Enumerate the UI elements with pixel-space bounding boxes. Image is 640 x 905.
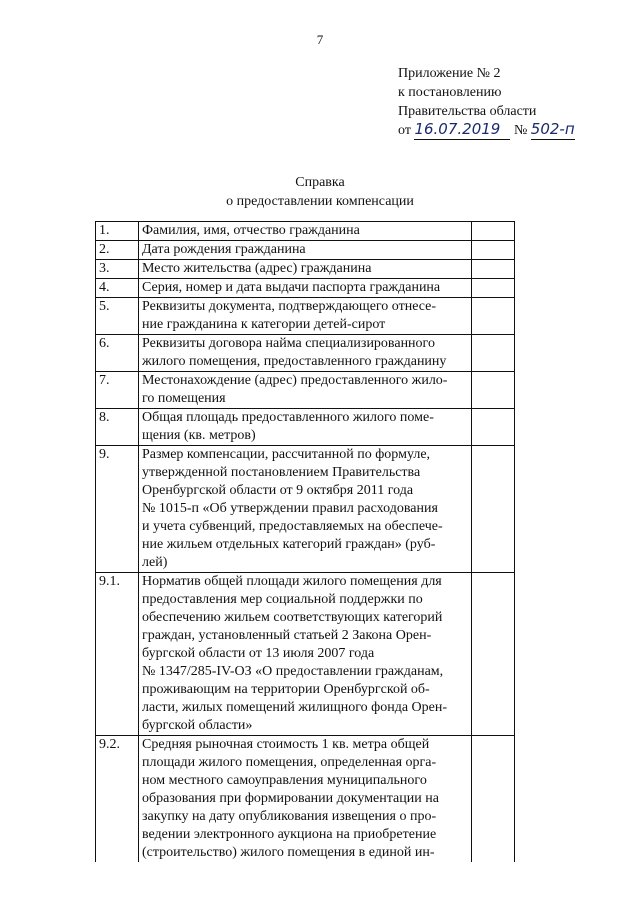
table-row	[96, 372, 515, 409]
appendix-title: Приложение № 2	[398, 66, 501, 81]
row-number: 9.	[96, 446, 139, 573]
date-field	[414, 121, 510, 140]
row-label: Норматив общей площади жилого помещения для предоставления мер социальной поддержки по обеспечению жильем соответствующих категорий граждан, установленный статьей 2 Закона Орен- бургской области от 13 июля 2007 года № 1347/285-IV-ОЗ «О предоставлении гражданам, проживающим на территории Оренбургской об- ласти, жилых помещений жилищного фонда Орен- бургской области»	[139, 573, 472, 736]
row-number: 2.	[96, 241, 139, 260]
handwritten-number: 502-п	[530, 120, 575, 138]
appendix-line-resolution: к постановлению	[398, 85, 502, 100]
row-value-cell	[472, 446, 515, 573]
table-row	[96, 298, 515, 335]
page-number: 7	[316, 32, 324, 47]
number-prefix: №	[513, 123, 531, 138]
row-value-cell	[472, 736, 515, 863]
row-label: Общая площадь предоставленного жилого поме- щения (кв. метров)	[139, 409, 472, 446]
table-row	[96, 736, 515, 863]
table-row	[96, 222, 515, 241]
row-label: Размер компенсации, рассчитанной по формуле, утвержденной постановлением Правительства Оренбургской области от 9 октября 2011 года № 1015-п «Об утверждении правил расходования и учета субвенций, предоставляемых на обеспече- ние жильем отдельных категорий граждан» (руб- лей)	[139, 446, 472, 573]
row-label: Дата рождения гражданина	[139, 241, 472, 260]
row-number: 1.	[96, 222, 139, 241]
appendix-date-line	[398, 121, 575, 140]
row-label: Серия, номер и дата выдачи паспорта гражданина	[139, 279, 472, 298]
row-label: Средняя рыночная стоимость 1 кв. метра общей площади жилого помещения, определенная орга- ном местного самоуправления муниципального образования при формировании документации на закупку на дату опубликования извещения о про- ведении электронного аукциона на приобретение (строительство) жилого помещения в единой ин-	[139, 736, 472, 863]
row-label: Место жительства (адрес) гражданина	[139, 260, 472, 279]
table-row	[96, 409, 515, 446]
row-value-cell	[472, 241, 515, 260]
table-row	[96, 446, 515, 573]
table-row	[96, 241, 515, 260]
document-title	[0, 173, 640, 211]
table-row	[96, 279, 515, 298]
row-value-cell	[472, 298, 515, 335]
row-value-cell	[472, 409, 515, 446]
table-row	[96, 335, 515, 372]
row-number: 6.	[96, 335, 139, 372]
table-row	[96, 260, 515, 279]
row-value-cell	[472, 260, 515, 279]
row-value-cell	[472, 372, 515, 409]
row-label: Местонахождение (адрес) предоставленного жило- го помещения	[139, 372, 472, 409]
row-number: 3.	[96, 260, 139, 279]
number-field	[531, 121, 575, 140]
row-number: 5.	[96, 298, 139, 335]
table-row	[96, 573, 515, 736]
appendix-line-government: Правительства области	[398, 104, 537, 119]
date-prefix: от	[398, 123, 415, 138]
title-line-2: о предоставлении компенсации	[226, 194, 414, 209]
row-number: 9.2.	[96, 736, 139, 863]
certificate-table	[95, 221, 515, 862]
row-label: Реквизиты договора найма специализированного жилого помещения, предоставленного гражданину	[139, 335, 472, 372]
row-value-cell	[472, 335, 515, 372]
row-value-cell	[472, 222, 515, 241]
row-label: Фамилия, имя, отчество гражданина	[139, 222, 472, 241]
row-label: Реквизиты документа, подтверждающего отнесе- ние гражданина к категории детей-сирот	[139, 298, 472, 335]
row-number: 9.1.	[96, 573, 139, 736]
appendix-block	[398, 64, 575, 140]
title-line-1: Справка	[295, 175, 345, 190]
handwritten-date: 16.07.2019	[414, 120, 501, 138]
row-value-cell	[472, 279, 515, 298]
row-value-cell	[472, 573, 515, 736]
row-number: 4.	[96, 279, 139, 298]
row-number: 7.	[96, 372, 139, 409]
row-number: 8.	[96, 409, 139, 446]
